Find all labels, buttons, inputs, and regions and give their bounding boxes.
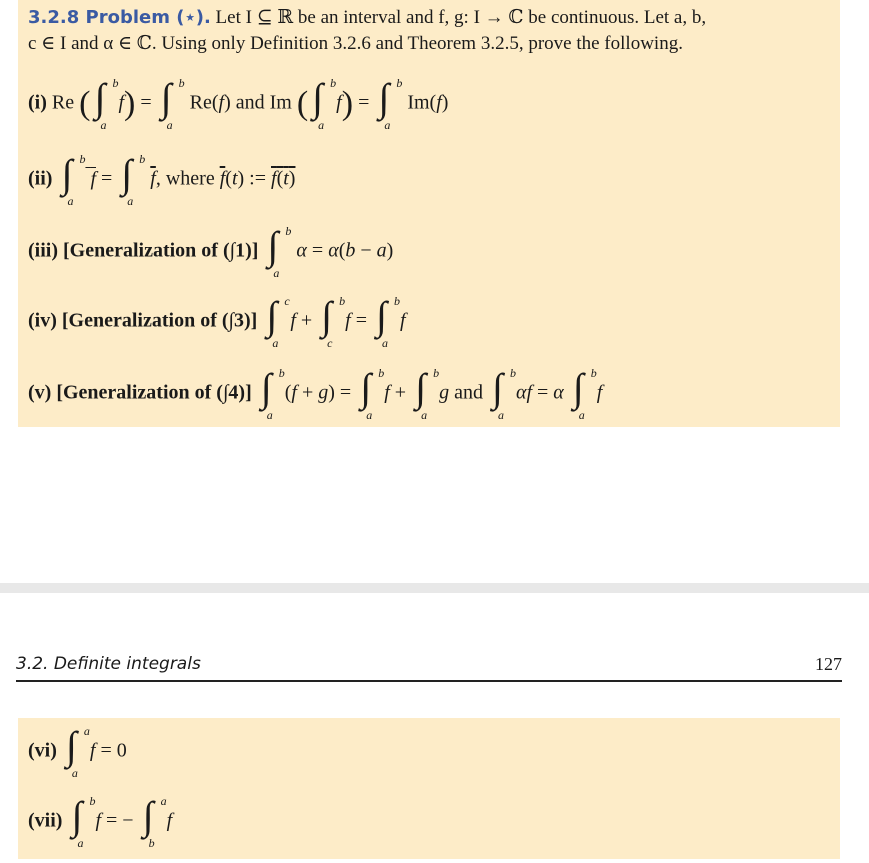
problem-statement-line-1	[28, 6, 706, 29]
item-iv-label: (iv)	[28, 309, 57, 332]
paren-open: (	[79, 85, 91, 122]
and-word: and	[454, 381, 483, 404]
integral-sign: ∫ b a	[378, 75, 403, 132]
where-word: where	[165, 167, 215, 190]
integral-sign: ∫ a b	[142, 793, 167, 850]
integral-sign: ∫ b a	[491, 365, 516, 422]
integral-sign: ∫ b a	[376, 293, 400, 350]
item-i-label: (i)	[28, 91, 47, 114]
item-i: (i) Re ( ∫ b a f) = ∫ b a Re(f) and Im ( ∫ b a f) = ∫ b a Im(f)	[28, 75, 449, 132]
item-iii-title: [Generalization of (∫1)]	[63, 239, 259, 262]
item-vi: (vi) ∫ a a f = 0	[28, 723, 127, 780]
integral-sign: ∫ b a	[71, 793, 96, 850]
item-iv: (iv) [Generalization of (∫3)] ∫ c a f + ∫ b c f = ∫ b a f	[28, 293, 406, 350]
problem-text-2: c ∈ I and α ∈ ℂ. Using only Definition 3.2.6 and Theorem 3.2.5, prove the following.	[28, 33, 683, 54]
and-word: and	[235, 91, 265, 114]
item-ii: (ii) ∫ b a f = ∫ b a $\overline{f}$, where $\overline{f}(t)$ := f(t)	[28, 151, 296, 208]
item-v-label: (v)	[28, 381, 52, 404]
item-v-title: [Generalization of (∫4)]	[56, 381, 252, 404]
integral-sign: ∫ b a	[360, 365, 385, 422]
re-word: Re	[51, 91, 75, 114]
item-iii-label: (iii)	[28, 239, 58, 262]
integral-sign: ∫ a a	[65, 723, 90, 780]
paren-close: )	[124, 85, 136, 122]
section-title: 3.2. Definite integrals	[16, 654, 201, 674]
im-word: Im	[269, 91, 292, 114]
integral-sign: ∫ b a	[160, 75, 185, 132]
item-ii-label: (ii)	[28, 167, 53, 190]
problem-statement-line-2	[28, 32, 683, 55]
integral-sign: ∫ b a	[267, 223, 292, 280]
item-vi-label: (vi)	[28, 739, 57, 762]
integral-sign: ∫ b a	[61, 151, 86, 208]
integral-sign: ∫ b a	[415, 365, 440, 422]
item-vii-label: (vii)	[28, 809, 63, 832]
integral-sign: ∫ c a	[266, 293, 290, 350]
integral-sign: ∫ b a	[260, 365, 285, 422]
item-iv-title: [Generalization of (∫3)]	[61, 309, 258, 332]
integral-sign: ∫ b a	[121, 151, 146, 208]
problem-heading: 3.2.8 Problem (⋆).	[28, 7, 211, 28]
integral-sign: ∫ b a	[312, 75, 337, 132]
page-separator	[0, 583, 869, 593]
item-v: (v) [Generalization of (∫4)] ∫ b a (f + g) = ∫ b a f + ∫ b a g and ∫ b a αf = α ∫ b a f	[28, 365, 603, 422]
item-vii: (vii) ∫ b a f = − ∫ a b f	[28, 793, 173, 850]
integral-sign: ∫ b a	[572, 365, 597, 422]
integral-sign: ∫ b a	[94, 75, 119, 132]
running-header	[16, 654, 842, 682]
problem-box	[18, 0, 840, 427]
page-number: 127	[815, 654, 842, 674]
integral-sign: ∫ b c	[321, 293, 346, 350]
problem-text-1: Let I ⊆ ℝ be an interval and f, g: I → ℂ be continuous. Let a, b,	[215, 7, 707, 28]
item-iii: (iii) [Generalization of (∫1)] ∫ b a α = α(b − a)	[28, 223, 394, 280]
